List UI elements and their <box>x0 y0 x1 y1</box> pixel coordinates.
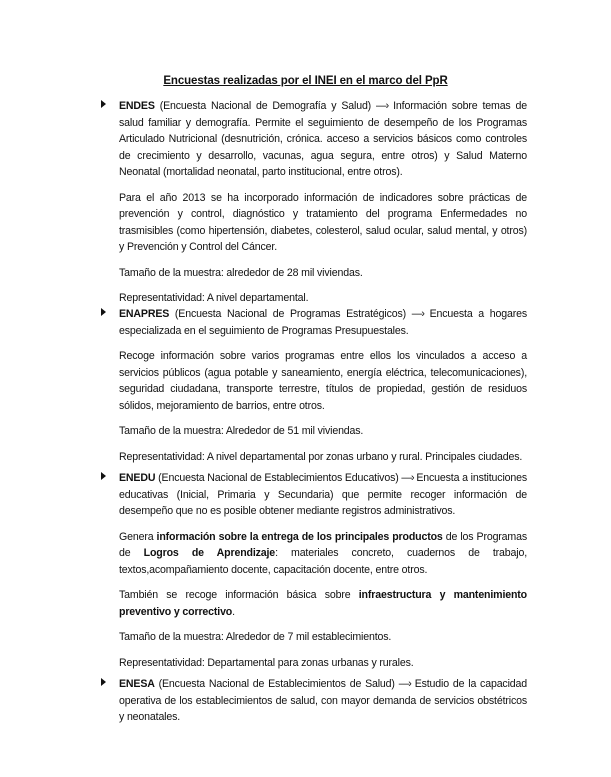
survey-description: Estudio de la capacidad operativa de los establecimientos de salud, con mayor demanda de servicios obstétricos y neonatales. <box>119 678 528 723</box>
survey-description: Encuesta a instituciones educativas (Inicial, Primaria y Secundaria) que permite recoger información de desempeño que no es posible obtener mediante registros administrativos. <box>119 472 528 517</box>
survey-intro <box>119 98 527 181</box>
arrow-icon: —› <box>411 308 424 320</box>
bold-run: infraestructura y mantenimiento preventivo y correctivo <box>119 589 527 618</box>
bullet-arrow-icon <box>101 308 106 316</box>
survey-full-name: (Encuesta Nacional de Establecimientos de Salud) <box>158 678 395 690</box>
survey-intro <box>119 676 527 726</box>
text-run: También se recoge información básica sobre <box>119 589 359 601</box>
survey-description: Encuesta a hogares especializada en el seguimiento de Programas Presupuestales. <box>119 308 527 337</box>
survey-intro <box>119 470 527 520</box>
document-title: Encuestas realizadas por el INEI en el marco del PpR <box>163 75 448 87</box>
bold-run: información sobre la entrega de los principales productos <box>156 530 443 543</box>
survey-sample: Tamaño de la muestra: alrededor de 28 mil viviendas. <box>119 266 363 279</box>
survey-intro <box>119 306 527 339</box>
survey-extra <box>119 529 527 579</box>
survey-extra-2 <box>119 587 527 620</box>
survey-enedu <box>103 470 527 671</box>
text-run: . <box>232 605 235 618</box>
survey-acronym: ENESA <box>119 678 155 690</box>
arrow-icon: —› <box>376 100 389 112</box>
bullet-arrow-icon <box>101 100 106 108</box>
survey-enesa <box>103 676 527 726</box>
bullet-arrow-icon <box>101 678 106 686</box>
survey-enapres <box>103 306 527 465</box>
survey-representativity: Representatividad: A nivel departamental. <box>119 292 309 304</box>
text-run: : materiales concreto, cuadernos de trabajo, textos,acompañamiento docente, capacitación docente, entre otros. <box>119 547 528 576</box>
text-run: Genera <box>119 530 157 543</box>
survey-extra: Para el año 2013 se ha incorporado información de indicadores sobre prácticas de prevención y control, diagnóstico y tratamiento del programa Enfermedades no trasmisibles (como hipertensión, diabetes, colesterol, salud ocular, salud mental, y otros) y Prevención y Control del Cáncer. <box>119 191 527 253</box>
survey-description: Información sobre temas de salud familiar y demografía. Permite el seguimiento de desempeño de los Programas Articulado Nutricional (desnutrición, crónica. acceso a servicios básicos como controles de crecimiento y desarrollo, vacunas, agua segura, entre otros) y Salud Materno Neonatal (mortalidad neonatal, parto institucional, entre otros). <box>119 100 528 178</box>
survey-representativity: Representatividad: A nivel departamental por zonas urbano y rural. Principales ciudades. <box>119 450 523 463</box>
arrow-icon: —› <box>401 472 414 484</box>
bullet-arrow-icon <box>101 472 106 480</box>
survey-acronym: ENEDU <box>119 472 156 484</box>
survey-representativity: Representatividad: Departamental para zonas urbanas y rurales. <box>119 656 414 669</box>
survey-full-name: (Encuesta Nacional de Programas Estratégicos) <box>174 308 406 320</box>
arrow-icon: —› <box>398 678 411 690</box>
survey-extra: Recoge información sobre varios programas entre ellos los vinculados a acceso a servicios públicos (agua potable y saneamiento, energía eléctrica, telecomunicaciones), seguridad ciudadana, transporte terrestre, títulos de propiedad, gestión de residuos sólidos, mejoramiento de barrios, entre otros. <box>119 350 527 412</box>
survey-sample: Tamaño de la muestra: Alrededor de 51 mil viviendas. <box>119 425 364 437</box>
survey-full-name: (Encuesta Nacional de Demografía y Salud) <box>159 100 372 112</box>
survey-full-name: (Encuesta Nacional de Establecimientos Educativos) <box>158 472 399 484</box>
text-run: de los Programas de <box>119 530 527 559</box>
survey-acronym: ENAPRES <box>119 308 170 320</box>
survey-endes <box>103 98 527 307</box>
survey-acronym: ENDES <box>119 100 155 112</box>
bold-run: Logros de Aprendizaje <box>143 547 276 559</box>
survey-sample: Tamaño de la muestra: Alrededor de 7 mil establecimientos. <box>119 631 392 643</box>
